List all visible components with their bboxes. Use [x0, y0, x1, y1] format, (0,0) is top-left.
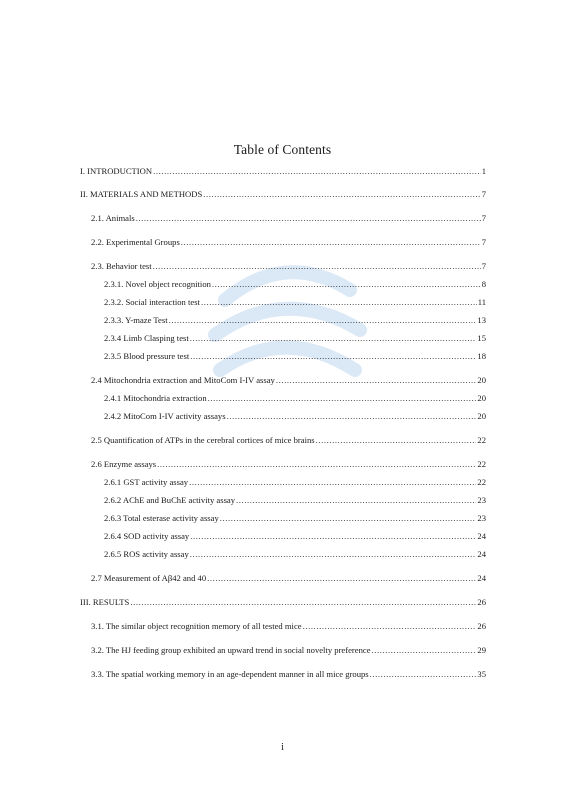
toc-entry-label: 2.6.3 Total esterase activity assay — [104, 513, 219, 523]
toc-entry[interactable] — [104, 531, 486, 542]
toc-entry-page: 29 — [477, 645, 486, 655]
toc-entry-page: 8 — [481, 279, 486, 289]
dot-leader — [190, 549, 477, 560]
dot-leader — [227, 411, 477, 422]
dot-leader — [207, 573, 476, 584]
toc-entry-label: 3.3. The spatial working memory in an age-dependent manner in all mice groups — [91, 669, 369, 679]
toc-entry[interactable] — [91, 261, 486, 272]
dot-leader — [203, 189, 480, 200]
toc-entry-page: 7 — [481, 189, 486, 199]
toc-entry[interactable] — [91, 669, 486, 680]
dot-leader — [316, 435, 477, 446]
toc-entry-page: 15 — [477, 333, 486, 343]
dot-leader — [303, 621, 477, 632]
toc-entry-page: 20 — [477, 393, 486, 403]
toc-entry[interactable] — [104, 351, 486, 362]
toc-entry-label: 2.6.4 SOD activity assay — [104, 531, 190, 541]
toc-entry-label: 2.4.1 Mitochondria extraction — [104, 393, 207, 403]
toc-entry[interactable] — [104, 495, 486, 506]
dot-leader — [153, 261, 481, 272]
toc-entry-label: III. RESULTS — [80, 597, 130, 607]
dot-leader — [157, 459, 476, 470]
toc-entry-label: I. INTRODUCTION — [80, 166, 153, 176]
toc-entry-label: 2.4 Mitochondria extraction and MitoCom I-IV assay — [91, 375, 275, 385]
toc-entry-page: 1 — [481, 166, 486, 176]
toc-entry[interactable] — [80, 597, 486, 608]
dot-leader — [201, 297, 477, 308]
toc-entry-page: 20 — [477, 375, 486, 385]
toc-entry[interactable] — [91, 573, 486, 584]
toc-entry-label: 2.7 Measurement of Aβ42 and 40 — [91, 573, 207, 583]
toc-entry-page: 22 — [477, 459, 486, 469]
toc-entry-page: 24 — [477, 549, 486, 559]
toc-entry[interactable] — [104, 477, 486, 488]
toc-entry-label: 2.4.2 MitoCom I-IV activity assays — [104, 411, 226, 421]
toc-entry-page: 7 — [481, 237, 486, 247]
toc-entry-label: 2.3.5 Blood pressure test — [104, 351, 190, 361]
toc-entry-label: 2.6 Enzyme assays — [91, 459, 157, 469]
dot-leader — [220, 513, 477, 524]
toc-entry-label: 2.6.1 GST activity assay — [104, 477, 189, 487]
toc-entry[interactable] — [104, 297, 486, 308]
toc-entry-page: 24 — [477, 531, 486, 541]
dot-leader — [212, 279, 481, 290]
toc-entry-page: 7 — [481, 261, 486, 271]
toc-title: Table of Contents — [233, 142, 332, 157]
toc-entry-label: 2.3.4 Limb Clasping test — [104, 333, 189, 343]
toc-entry-page: 11 — [477, 297, 486, 307]
dot-leader — [372, 645, 477, 656]
page-number: i — [281, 742, 284, 753]
dot-leader — [370, 669, 477, 680]
dot-leader — [236, 495, 476, 506]
toc-entry-page: 23 — [477, 513, 486, 523]
toc-entry[interactable] — [91, 237, 486, 248]
dot-leader — [153, 166, 481, 177]
toc-entry-page: 24 — [477, 573, 486, 583]
toc-entry-label: 2.6.5 ROS activity assay — [104, 549, 189, 559]
toc-entry-page: 23 — [477, 495, 486, 505]
toc-entry-label: 3.2. The HJ feeding group exhibited an upward trend in social novelty preference — [91, 645, 371, 655]
dot-leader — [136, 213, 481, 224]
toc-entry[interactable] — [91, 375, 486, 386]
toc-entry-label: 2.3. Behavior test — [91, 261, 152, 271]
dot-leader — [190, 333, 477, 344]
toc-entry[interactable] — [104, 393, 486, 404]
toc-entry[interactable] — [80, 166, 486, 177]
toc-entry-label: II. MATERIALS AND METHODS — [80, 189, 203, 199]
dot-leader — [208, 393, 477, 404]
toc-entry[interactable] — [104, 549, 486, 560]
toc-entry-label: 2.3.3. Y-maze Test — [104, 315, 168, 325]
toc-entry-page: 26 — [477, 621, 486, 631]
dot-leader — [276, 375, 477, 386]
toc-entry-page: 26 — [477, 597, 486, 607]
dot-leader — [169, 315, 477, 326]
toc-entry-label: 2.3.2. Social interaction test — [104, 297, 200, 307]
toc-entry[interactable] — [104, 333, 486, 344]
toc-entry[interactable] — [104, 411, 486, 422]
toc-entry-page: 22 — [477, 477, 486, 487]
toc-entry-label: 3.1. The similar object recognition memory of all tested mice — [91, 621, 302, 631]
toc-entry-page: 18 — [477, 351, 486, 361]
toc-entry[interactable] — [91, 213, 486, 224]
toc-entry[interactable] — [104, 513, 486, 524]
toc-entry-label: 2.5 Quantification of ATPs in the cerebral cortices of mice brains — [91, 435, 315, 445]
toc-entry[interactable] — [91, 645, 486, 656]
toc-entry[interactable] — [91, 621, 486, 632]
toc-entry-label: 2.1. Animals — [91, 213, 135, 223]
dot-leader — [130, 597, 476, 608]
toc-entry-page: 22 — [477, 435, 486, 445]
dot-leader — [189, 477, 476, 488]
toc-entry-page: 7 — [481, 213, 486, 223]
toc-entry[interactable] — [80, 189, 486, 200]
toc-entry-page: 20 — [477, 411, 486, 421]
toc-entry-label: 2.3.1. Novel object recognition — [104, 279, 211, 289]
toc-entry-label: 2.6.2 AChE and BuChE activity assay — [104, 495, 236, 505]
toc-entry[interactable] — [104, 315, 486, 326]
dot-leader — [190, 351, 476, 362]
toc-entry-page: 35 — [477, 669, 486, 679]
toc-entry[interactable] — [104, 279, 486, 290]
toc-entry[interactable] — [91, 459, 486, 470]
toc-entry-label: 2.2. Experimental Groups — [91, 237, 180, 247]
toc-entry-page: 13 — [477, 315, 486, 325]
toc-entry[interactable] — [91, 435, 486, 446]
dot-leader — [190, 531, 476, 542]
dot-leader — [181, 237, 481, 248]
